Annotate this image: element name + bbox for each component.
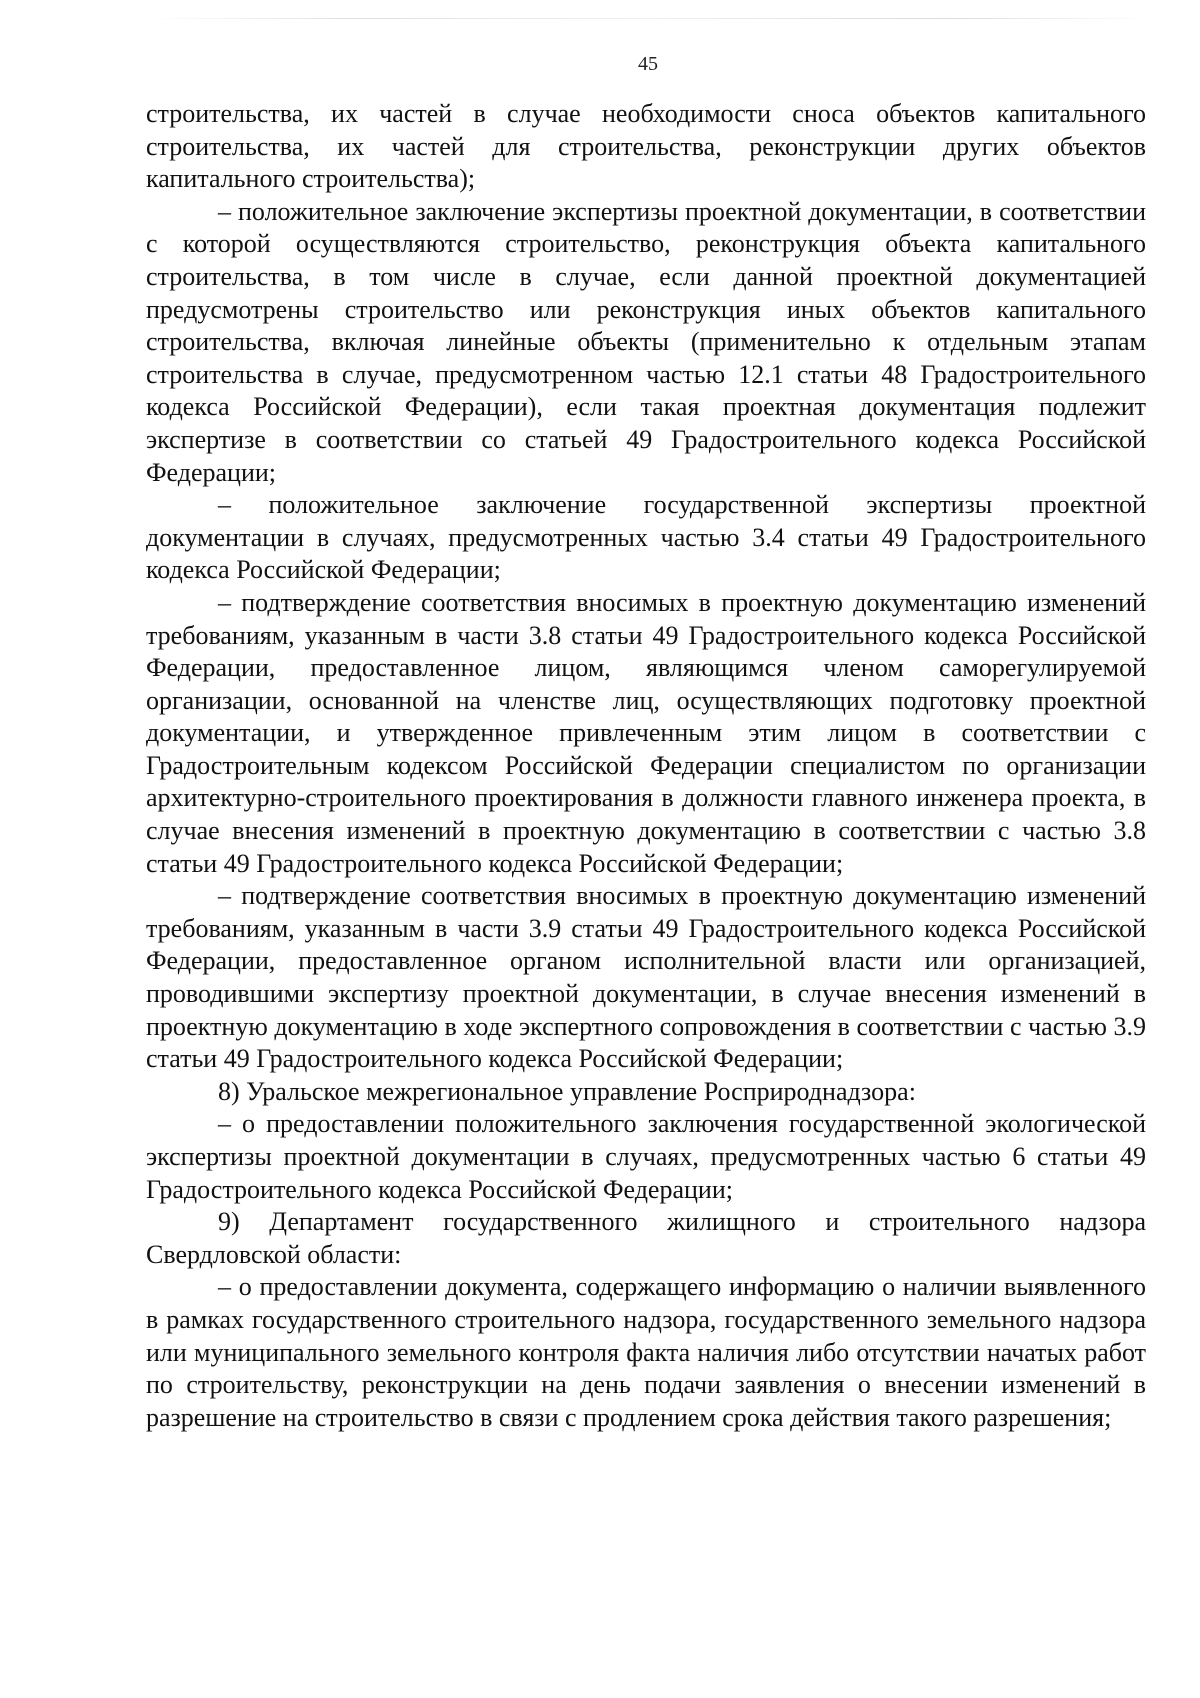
paragraph-ecological-expertise: – о предоставлении положительного заключения государственной экологической экспертизы проектной документации в случаях, предусмотренных частью 6 статьи 49 Градостроительного кодекса Российской Федерации; — [146, 1109, 1146, 1204]
paragraph-construction-supervision: – о предоставлении документа, содержащего информацию о наличии выявленного в рамках государственного строительного надзора, государственного земельного надзора или муниципального земельного контроля факта наличия либо отсутствии начатых работ по строительству, реконструкции на день подачи заявления о внесении изменений в разрешение на строительство в связи с продлением срока действия такого разрешения; — [146, 1272, 1146, 1432]
paragraph-continuation: строительства, их частей в случае необходимости сноса объектов капитального строительства, их частей для строительства, реконструкции других объектов капитального строительства); — [146, 99, 1146, 194]
page-number: 45 — [638, 53, 658, 75]
paragraph-item-9-heading: 9) Департамент государственного жилищного и строительного надзора Свердловской области: — [146, 1207, 1146, 1269]
paragraph-confirmation-3-9: – подтверждение соответствия вносимых в проектную документацию изменений требованиям, указанным в части 3.9 статьи 49 Градостроительного кодекса Российской Федерации, предоставленное органом исполнительной власти или организацией, проводившими экспертизу проектной документации, в случае внесения изменений в проектную документацию в ходе экспертного сопровождения в соответствии с частью 3.9 статьи 49 Градостроительного кодекса Российской Федерации; — [146, 881, 1146, 1074]
paragraph-item-8-heading: 8) Уральское межрегиональное управление Росприроднадзора: — [218, 1076, 916, 1106]
document-body — [146, 98, 1146, 1434]
paragraph-state-expertise: – положительное заключение государственной экспертизы проектной документации в случаях, предусмотренных частью 3.4 статьи 49 Градостроительного кодекса Российской Федерации; — [146, 490, 1146, 585]
paragraph-expertise-conclusion: – положительное заключение экспертизы проектной документации, в соответствии с которой осуществляются строительство, реконструкция объекта капитального строительства, в том числе в случае, если данной проектной документацией предусмотрены строительство или реконструкция иных объектов капитального строительства, включая линейные объекты (применительно к отдельным этапам строительства в случае, предусмотренном частью 12.1 статьи 48 Градостроительного кодекса Российской Федерации), если такая проектная документация подлежит экспертизе в соответствии со статьей 49 Градостроительного кодекса Российской Федерации; — [146, 196, 1146, 487]
scan-artifact-line — [150, 18, 1150, 19]
paragraph-confirmation-3-8: – подтверждение соответствия вносимых в проектную документацию изменений требованиям, указанным в части 3.8 статьи 49 Градостроительного кодекса Российской Федерации, предоставленное лицом, являющимся членом саморегулируемой организации, основанной на членстве лиц, осуществляющих подготовку проектной документации, и утвержденное привлеченным этим лицом в соответствии с Градостроительным кодексом Российской Федерации специалистом по организации архитектурно-строительного проектирования в должности главного инженера проекта, в случае внесения изменений в проектную документацию в соответствии с частью 3.8 статьи 49 Градостроительного кодекса Российской Федерации; — [146, 587, 1146, 878]
